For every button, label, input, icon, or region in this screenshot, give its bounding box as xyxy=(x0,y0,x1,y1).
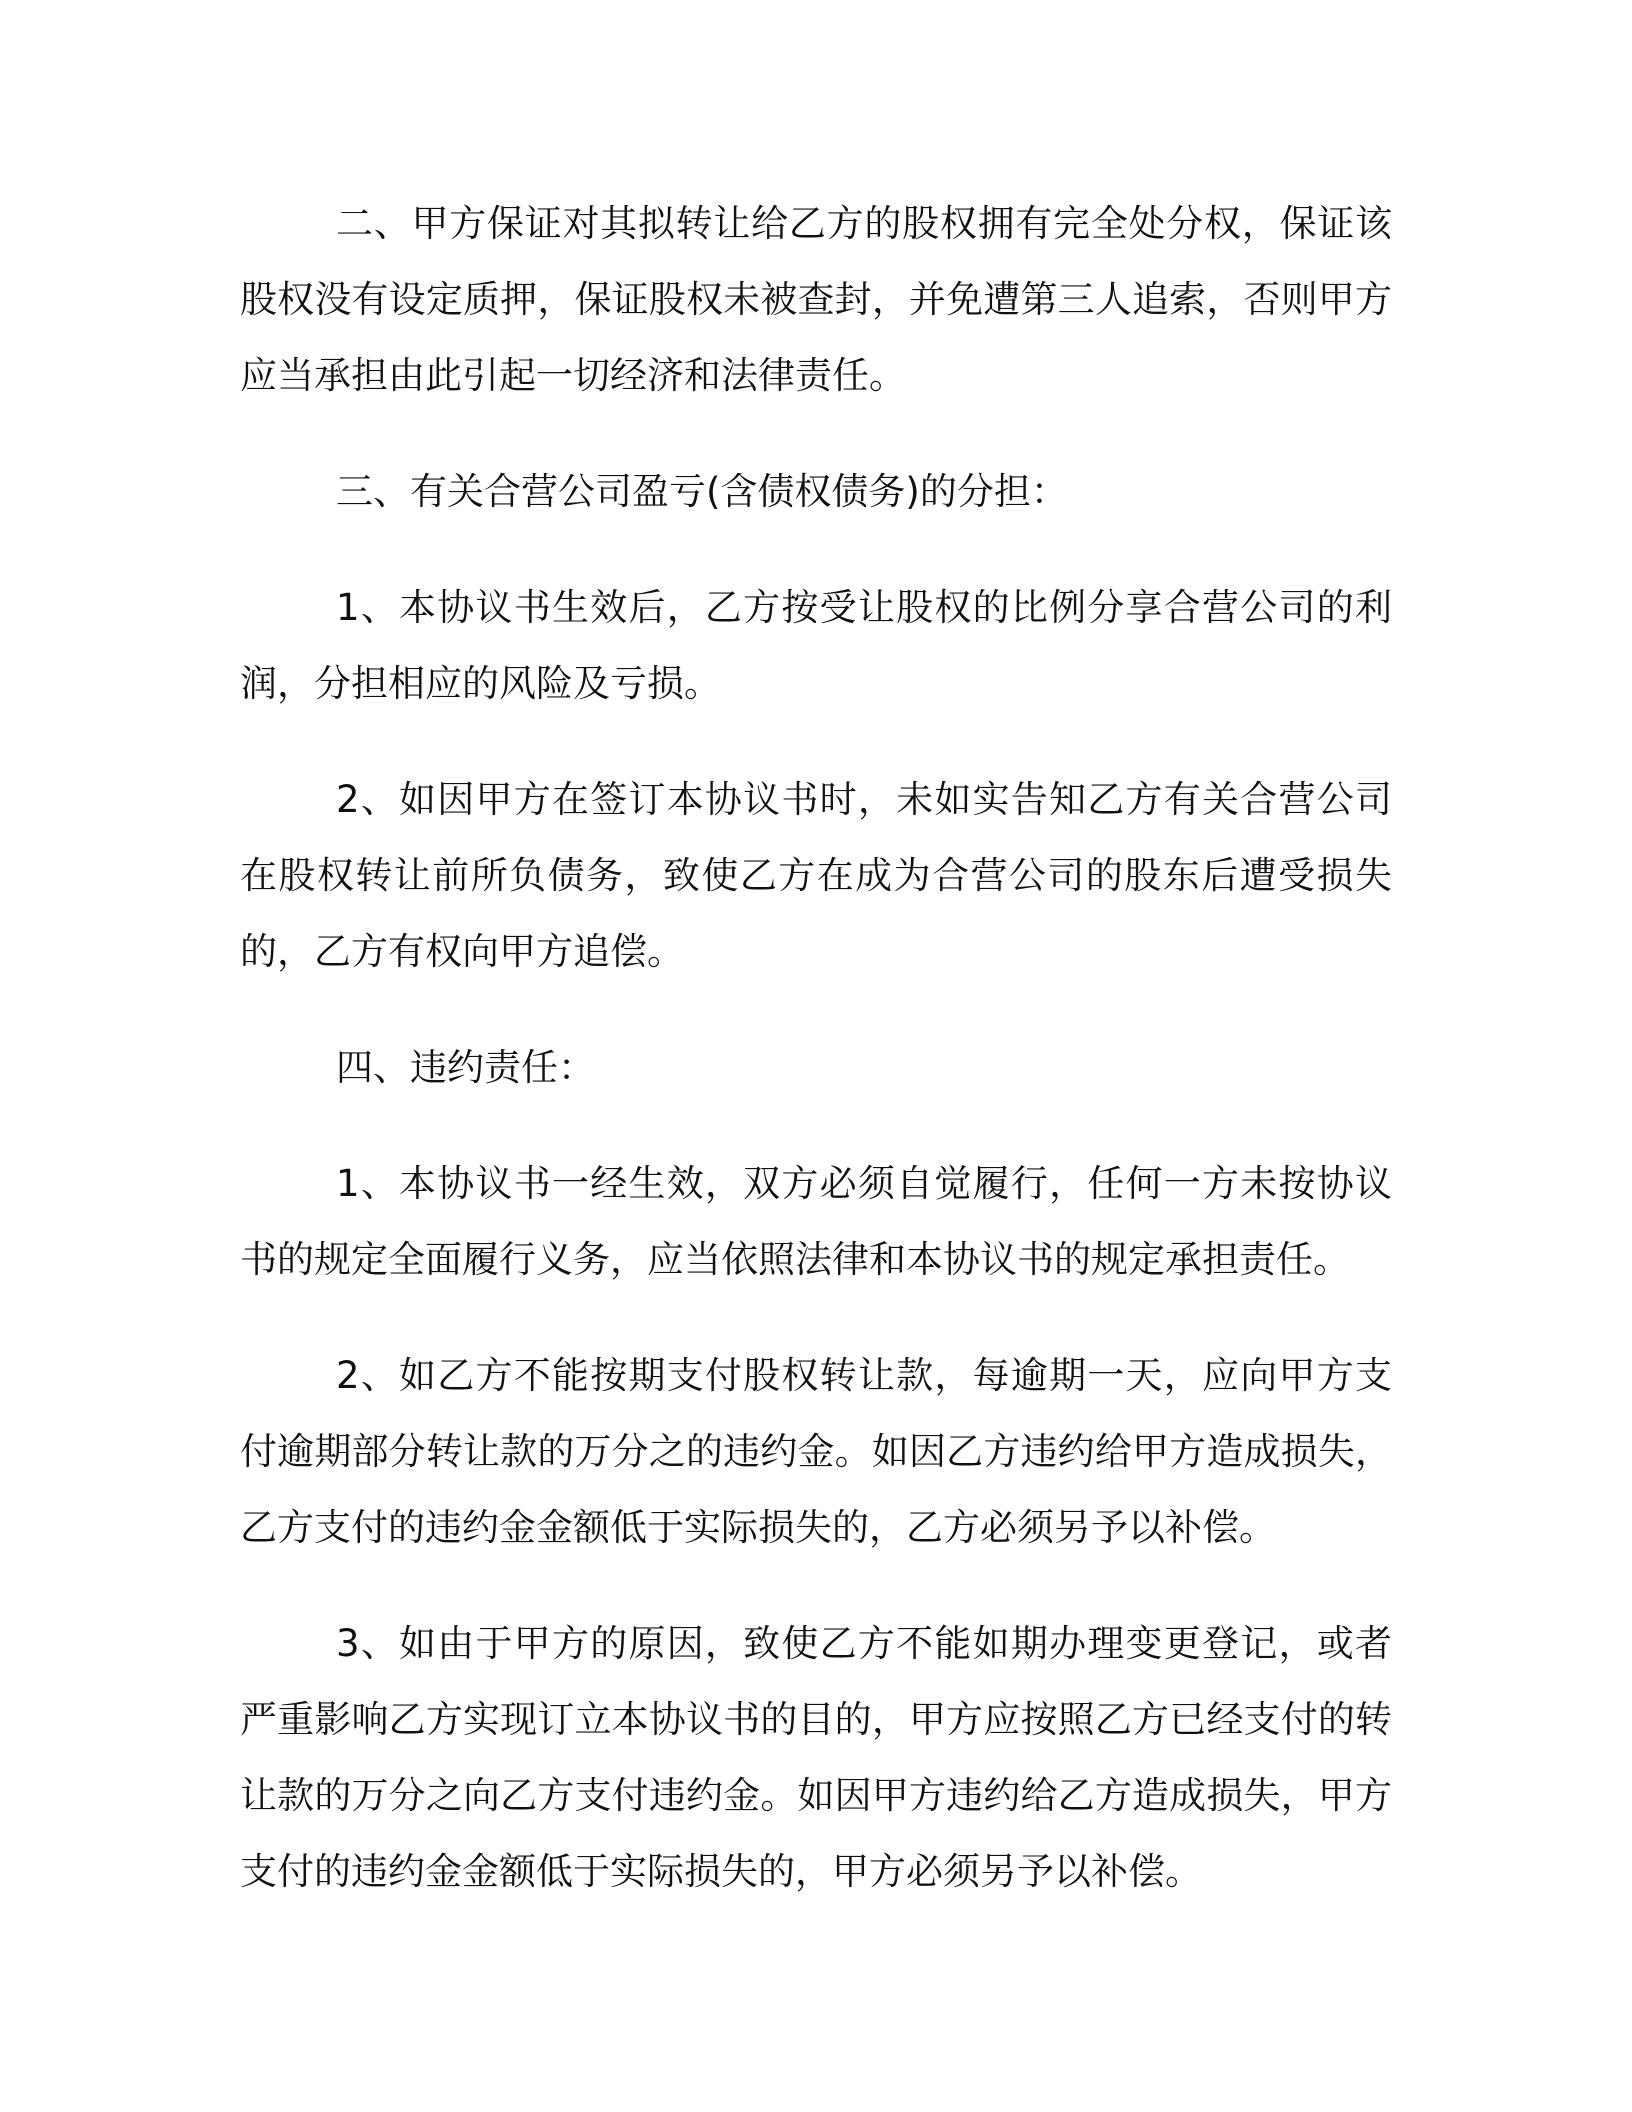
paragraph-profit-share: 1、本协议书生效后，乙方按受让股权的比例分享合营公司的利润，分担相应的风险及亏损。 xyxy=(240,586,1392,705)
paragraph-guarantee: 二、甲方保证对其拟转让给乙方的股权拥有完全处分权，保证该股权没有设定质押，保证股权未被查封，并免遭第三人追索，否则甲方应当承担由此引起一切经济和法律责任。 xyxy=(240,202,1392,397)
paragraph-breach-general: 1、本协议书一经生效，双方必须自觉履行，任何一方未按协议书的规定全面履行义务，应当依照法律和本协议书的规定承担责任。 xyxy=(240,1162,1392,1281)
section-heading-profit-loss: 三、有关合营公司盈亏(含债权债务)的分担： xyxy=(336,470,1068,513)
paragraph-debt-recourse: 2、如因甲方在签订本协议书时，未如实告知乙方有关合营公司在股权转让前所负债务，致使乙方在成为合营公司的股东后遭受损失的，乙方有权向甲方追偿。 xyxy=(240,778,1392,973)
document-body xyxy=(240,186,1392,1950)
section-heading-breach: 四、违约责任： xyxy=(336,1046,595,1089)
paragraph-breach-party-b: 2、如乙方不能按期支付股权转让款，每逾期一天，应向甲方支付逾期部分转让款的万分之的违约金。如因乙方违约给甲方造成损失，乙方支付的违约金金额低于实际损失的，乙方必须另予以补偿。 xyxy=(240,1354,1392,1549)
paragraph-breach-party-a: 3、如由于甲方的原因，致使乙方不能如期办理变更登记，或者严重影响乙方实现订立本协议书的目的，甲方应按照乙方已经支付的转让款的万分之向乙方支付违约金。如因甲方违约给乙方造成损失，甲方支付的违约金金额低于实际损失的，甲方必须另予以补偿。 xyxy=(240,1622,1392,1893)
